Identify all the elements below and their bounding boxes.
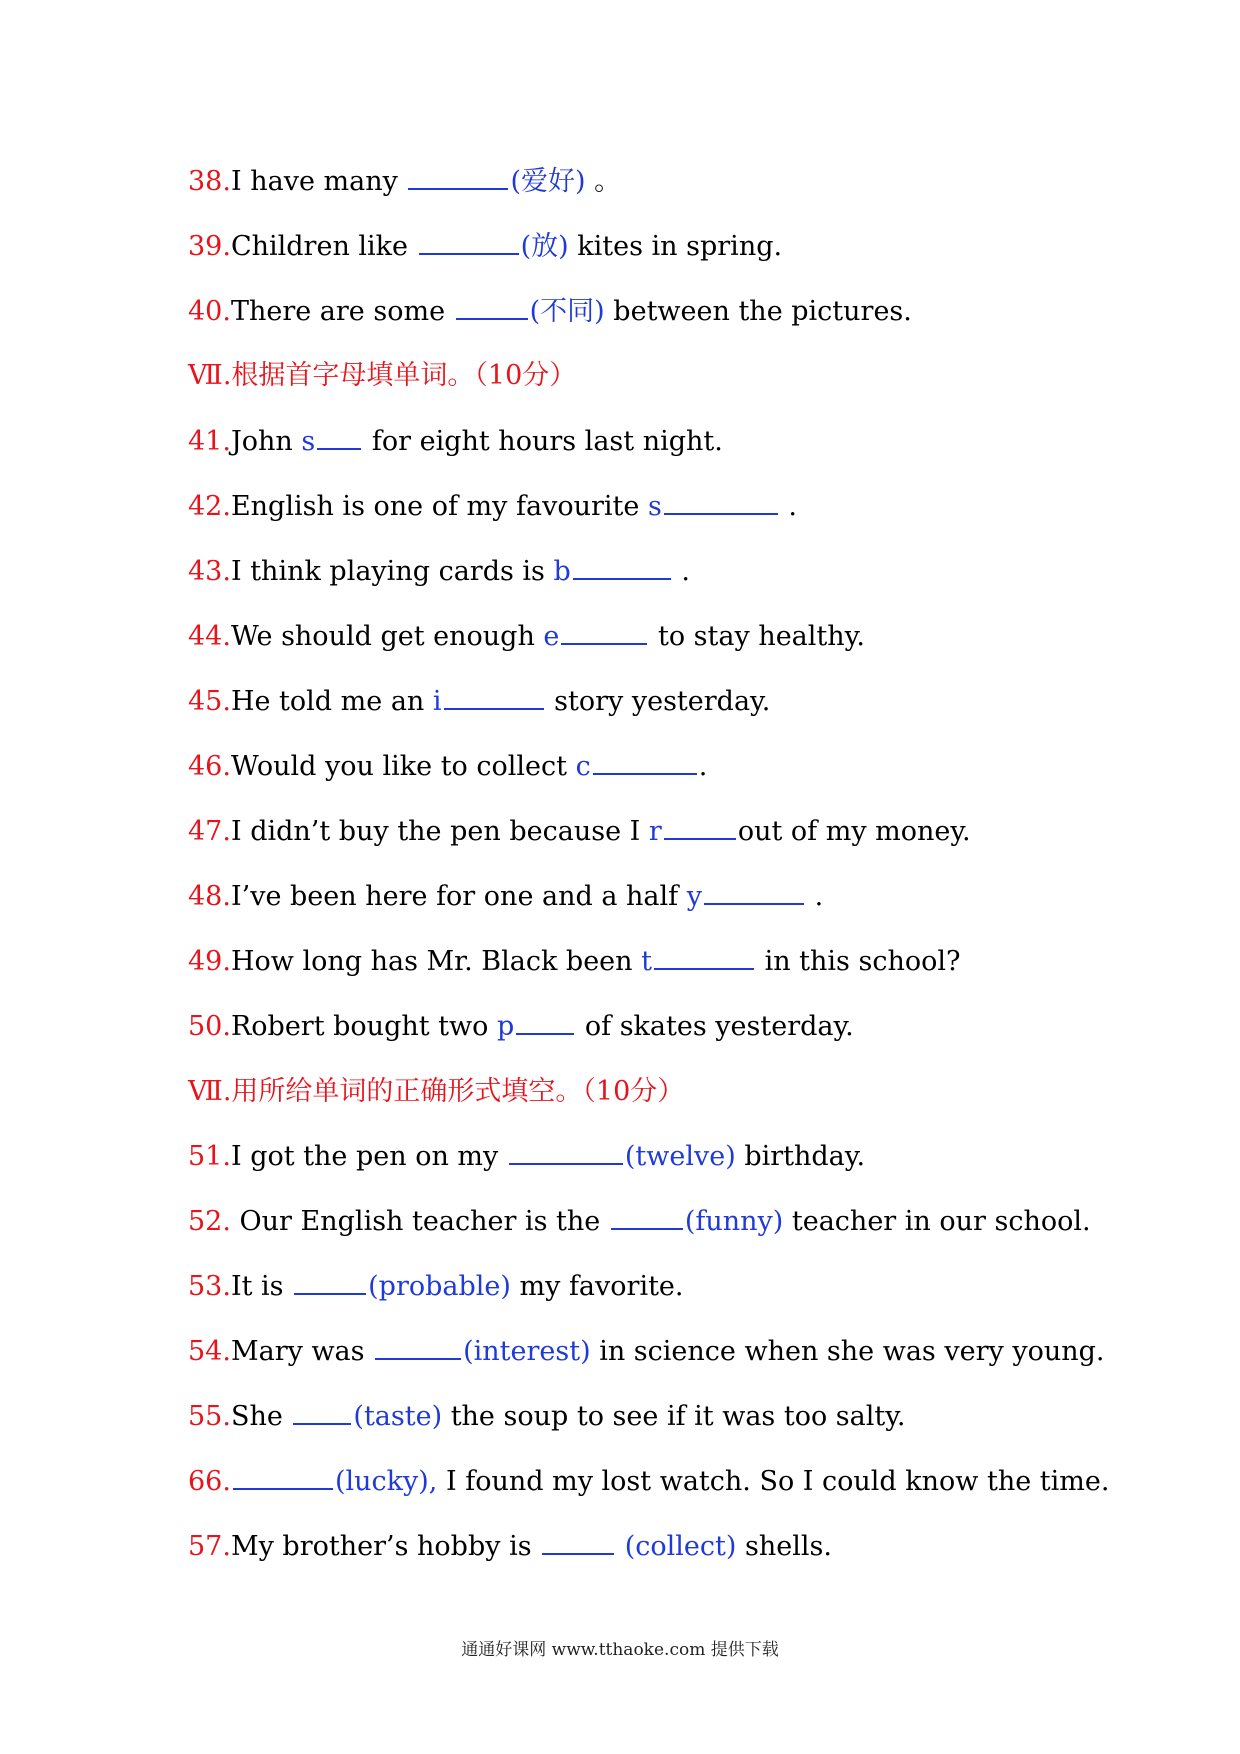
- answer-blank[interactable]: [293, 1393, 351, 1425]
- question-text-before: I think playing cards is: [230, 556, 554, 587]
- answer-blank[interactable]: [419, 223, 519, 255]
- initial-letter: b: [553, 556, 571, 587]
- initial-letter: y: [686, 881, 703, 912]
- question-line: [188, 1003, 854, 1051]
- answer-blank[interactable]: [704, 873, 804, 905]
- question-number: 47.: [188, 816, 231, 847]
- initial-letter: p: [496, 1011, 515, 1042]
- initial-letter: s: [301, 426, 316, 457]
- question-number: 46.: [188, 751, 231, 782]
- question-number: 55.: [188, 1401, 231, 1432]
- question-text-after: for eight hours last night.: [363, 426, 723, 457]
- word-hint: (probable): [368, 1271, 511, 1302]
- answer-blank[interactable]: [593, 743, 697, 775]
- answer-blank[interactable]: [509, 1133, 623, 1165]
- word-hint: (放): [520, 231, 569, 262]
- question-text-before: Our English teacher is the: [230, 1206, 609, 1237]
- question-number: 57.: [188, 1531, 231, 1562]
- question-text-before: Mary was: [230, 1336, 374, 1367]
- section-heading: Ⅶ.用所给单词的正确形式填空。（10分）: [188, 1076, 685, 1107]
- question-text-before: I didn’t buy the pen because I: [230, 816, 649, 847]
- question-line: [188, 223, 782, 271]
- question-line: [188, 418, 723, 466]
- section-heading: Ⅶ.根据首字母填单词。（10分）: [188, 360, 577, 391]
- question-text-after: .: [672, 556, 690, 587]
- initial-letter: i: [432, 686, 442, 717]
- question-text-before: English is one of my favourite: [230, 491, 648, 522]
- answer-blank[interactable]: [654, 938, 754, 970]
- question-text-after: in this school?: [755, 946, 961, 977]
- question-text-before: She: [230, 1401, 292, 1432]
- question-line: [188, 873, 823, 921]
- question-line: [188, 1393, 906, 1441]
- footer-note: 通通好课网 www.tthaoke.com 提供下载: [461, 1640, 779, 1660]
- question-text-after: in science when she was very young.: [590, 1336, 1105, 1367]
- question-number: 40.: [188, 296, 231, 327]
- question-text-after: 。: [585, 166, 622, 197]
- question-text-before: I have many: [230, 166, 407, 197]
- question-number: 54.: [188, 1336, 231, 1367]
- question-text-after: shells.: [736, 1531, 832, 1562]
- answer-blank[interactable]: [456, 288, 528, 320]
- question-text-after: .: [698, 751, 708, 782]
- question-number: 49.: [188, 946, 231, 977]
- question-text-before: Children like: [230, 231, 417, 262]
- answer-blank[interactable]: [444, 678, 544, 710]
- question-number: 48.: [188, 881, 231, 912]
- question-text-after: my favorite.: [510, 1271, 684, 1302]
- word-hint: (taste): [353, 1401, 443, 1432]
- question-line: [188, 1458, 1109, 1506]
- question-text-before: He told me an: [230, 686, 433, 717]
- question-line: [188, 288, 912, 336]
- question-number: 43.: [188, 556, 231, 587]
- answer-blank[interactable]: [516, 1003, 574, 1035]
- answer-blank[interactable]: [542, 1523, 614, 1555]
- question-text-before: Robert bought two: [230, 1011, 497, 1042]
- question-text-after: to stay healthy.: [649, 621, 865, 652]
- question-text-before: We should get enough: [230, 621, 544, 652]
- initial-letter: e: [543, 621, 560, 652]
- initial-letter: c: [575, 751, 591, 782]
- answer-blank[interactable]: [294, 1263, 366, 1295]
- question-text-after: of skates yesterday.: [576, 1011, 854, 1042]
- question-line: [188, 678, 770, 726]
- question-text-before: How long has Mr. Black been: [230, 946, 642, 977]
- question-line: [188, 1198, 1091, 1246]
- initial-letter: t: [641, 946, 652, 977]
- question-number: 50.: [188, 1011, 231, 1042]
- answer-blank[interactable]: [233, 1458, 333, 1490]
- word-hint: (interest): [463, 1336, 591, 1367]
- question-text-after: out of my money.: [737, 816, 971, 847]
- initial-letter: r: [648, 816, 662, 847]
- question-text-after: .: [779, 491, 797, 522]
- answer-blank[interactable]: [573, 548, 671, 580]
- word-hint: (爱好): [510, 166, 586, 197]
- question-line: [188, 483, 797, 531]
- word-hint: (collect): [616, 1531, 737, 1562]
- question-text-before: My brother’s hobby is: [230, 1531, 541, 1562]
- question-number: 66.: [188, 1466, 231, 1497]
- word-hint: (funny): [684, 1206, 784, 1237]
- question-number: 44.: [188, 621, 231, 652]
- answer-blank[interactable]: [408, 158, 508, 190]
- question-text-before: It is: [230, 1271, 293, 1302]
- answer-blank[interactable]: [375, 1328, 461, 1360]
- question-text-after: birthday.: [735, 1141, 866, 1172]
- question-text-after: kites in spring.: [568, 231, 783, 262]
- question-line: [188, 613, 865, 661]
- question-line: [188, 808, 971, 856]
- question-text-after: the soup to see if it was too salty.: [442, 1401, 906, 1432]
- question-number: 52.: [188, 1206, 231, 1237]
- question-line: [188, 743, 707, 791]
- question-number: 51.: [188, 1141, 231, 1172]
- answer-blank[interactable]: [317, 418, 361, 450]
- question-number: 38.: [188, 166, 231, 197]
- question-line: [188, 1133, 865, 1181]
- question-text-before: John: [230, 426, 302, 457]
- question-line: [188, 1263, 684, 1311]
- question-text-after: between the pictures.: [604, 296, 912, 327]
- question-number: 41.: [188, 426, 231, 457]
- answer-blank[interactable]: [664, 483, 778, 515]
- question-line: [188, 1523, 832, 1571]
- question-line: [188, 158, 621, 206]
- question-line: [188, 1328, 1105, 1376]
- initial-letter: s: [647, 491, 662, 522]
- question-text-after: .: [806, 881, 824, 912]
- question-text-before: There are some: [230, 296, 454, 327]
- question-text-after: teacher in our school.: [783, 1206, 1091, 1237]
- question-line: [188, 548, 690, 596]
- answer-blank[interactable]: [611, 1198, 683, 1230]
- question-number: 39.: [188, 231, 231, 262]
- question-number: 42.: [188, 491, 231, 522]
- question-text-after: I found my lost watch. So I could know the time.: [437, 1466, 1110, 1497]
- word-hint: (twelve): [624, 1141, 736, 1172]
- question-line: [188, 938, 960, 986]
- question-text-after: story yesterday.: [545, 686, 771, 717]
- question-number: 45.: [188, 686, 231, 717]
- answer-blank[interactable]: [664, 808, 736, 840]
- question-text-before: I got the pen on my: [230, 1141, 507, 1172]
- question-text-before: Would you like to collect: [230, 751, 576, 782]
- word-hint: (不同): [529, 296, 605, 327]
- word-hint: (lucky),: [334, 1466, 438, 1497]
- answer-blank[interactable]: [561, 613, 647, 645]
- question-number: 53.: [188, 1271, 231, 1302]
- question-text-before: I’ve been here for one and a half: [230, 881, 687, 912]
